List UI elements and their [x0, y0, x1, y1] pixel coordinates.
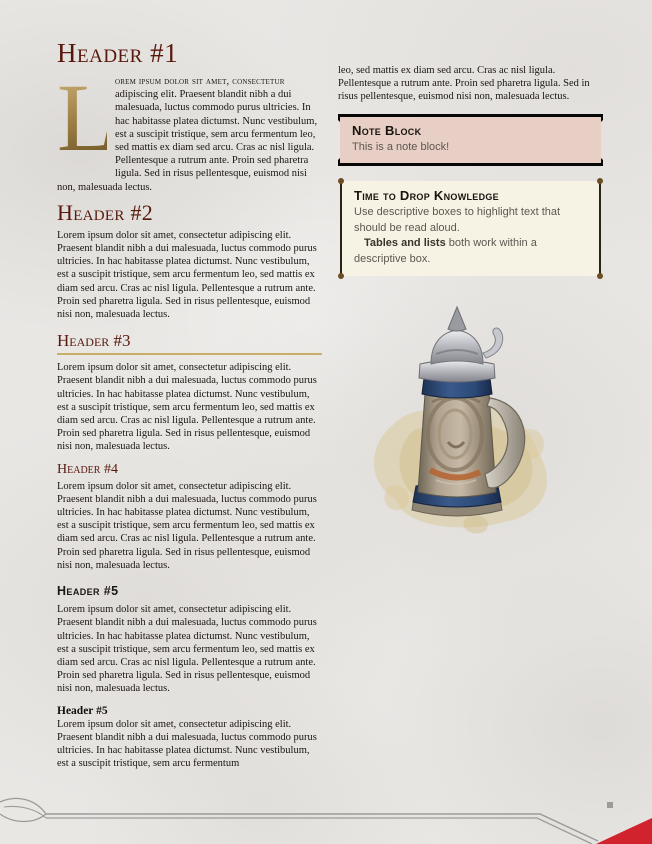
section-paragraph-truncated: Lorem ipsum dolor sit amet, consectetur adipiscing elit. Praesent blandit nibh a dui malesuada, luctus commodo purus ultricies. In hac habitasse platea dictumst. Nunc vestibulum, est a suscipit tristique, sem arcu fermentum — [57, 718, 317, 770]
left-column — [57, 38, 322, 782]
intro-body-text: adipiscing elit. Praesent blandit nibh a dui malesuada, luctus commodo purus ultricies. In hac habitasse platea dictumst. Nunc vestibulum, est a suscipit tristique, sem arcu fermentum leo, sed mattis ex diam sed arcu. Cras ac nisl ligula. Pellentesque a rutrum ante. Proin sed pharetra ligula. Sed in risus pellentesque, euismod nisi non, malesuada lectus. — [57, 89, 318, 193]
section-paragraph: Lorem ipsum dolor sit amet, consectetur adipiscing elit. Praesent blandit nibh a dui malesuada, luctus commodo purus ultricies. In hac habitasse platea dictumst. Nunc vestibulum, est a suscipit tristique, sem arcu fermentum leo, sed mattis ex diam sed arcu. Cras ac nisl ligula. Pellentesque a rutrum ante. Proin sed pharetra ligula. Sed in risus pellentesque, euismod nisi non, malesuada lectus. — [57, 229, 317, 321]
note-title: Note Block — [352, 122, 422, 138]
section-header-2: Header #2 — [57, 199, 154, 225]
section-paragraph: Lorem ipsum dolor sit amet, consectetur adipiscing elit. Praesent blandit nibh a dui malesuada, luctus commodo purus ultricies. In hac habitasse platea dictumst. Nunc vestibulum, est a suscipit tristique, sem arcu fermentum leo, sed mattis ex diam sed arcu. Cras ac nisl ligula. Pellentesque a rutrum ante. Proin sed pharetra ligula. Sed in risus pellentesque, euismod nisi non, malesuada lectus. — [57, 480, 317, 571]
intro-lead-smallcaps: orem ipsum dolor sit amet, consectetur — [115, 76, 285, 87]
two-column-layout — [57, 38, 603, 782]
desc-corner-dot — [597, 273, 603, 279]
desc-corner-dot — [338, 178, 344, 184]
note-body: This is a note block! — [352, 140, 450, 153]
descriptive-box-line1: Use descriptive boxes to highlight text that should be read aloud. — [354, 206, 561, 234]
footer-rule — [46, 802, 613, 844]
note-corner-wing — [601, 114, 603, 122]
note-corner-wing — [338, 158, 340, 166]
note-corner-wing — [338, 114, 340, 122]
descriptive-box-title: Time to Drop Knowledge — [354, 188, 499, 204]
section-header-4: Header #4 — [57, 461, 118, 477]
note-corner-wing — [601, 158, 603, 166]
page-footer-ornament — [0, 794, 652, 844]
dropcap-letter: L — [57, 64, 116, 171]
section-header-6: Header #5 — [57, 704, 108, 717]
note-block — [340, 114, 601, 167]
section-header-3: Header #3 — [57, 331, 322, 355]
beer-stein-icon — [352, 302, 582, 540]
footer-flourish-icon — [0, 798, 46, 821]
desc-corner-dot — [338, 273, 344, 279]
descriptive-box-bold-lead: Tables and lists — [364, 237, 446, 250]
descriptive-box-line2-rest: both work within a descriptive box. — [354, 237, 537, 265]
intro-paragraph — [57, 64, 322, 194]
page-title: Header #1 — [57, 38, 179, 68]
section-header-5: Header #5 — [57, 584, 119, 599]
desc-corner-dot — [597, 178, 603, 184]
beer-stein-illustration — [352, 302, 603, 545]
descriptive-box — [340, 181, 601, 276]
section-paragraph: Lorem ipsum dolor sit amet, consectetur adipiscing elit. Praesent blandit nibh a dui malesuada, luctus commodo purus ultricies. In hac habitasse platea dictumst. Nunc vestibulum, est a suscipit tristique, sem arcu fermentum leo, sed mattis ex diam sed arcu. Cras ac nisl ligula. Pellentesque a rutrum ante. Proin sed pharetra ligula. Sed in risus pellentesque, euismod nisi non, malesuada lectus. — [57, 362, 317, 453]
descriptive-box-line2 — [354, 236, 587, 267]
footer-red-triangle — [596, 818, 652, 844]
section-paragraph: Lorem ipsum dolor sit amet, consectetur adipiscing elit. Praesent blandit nibh a dui malesuada, luctus commodo purus ultricies. In hac habitasse platea dictumst. Nunc vestibulum, est a suscipit tristique, sem arcu fermentum leo, sed mattis ex diam sed arcu. Cras ac nisl ligula. Pellentesque a rutrum ante. Proin sed pharetra ligula. Sed in risus pellentesque, euismod nisi non, malesuada lectus. — [57, 604, 317, 695]
continuation-paragraph: leo, sed mattis ex diam sed arcu. Cras ac nisl ligula. Pellentesque a rutrum ante. Proin sed pharetra ligula. Sed in risus pellentesque, euismod nisi non, malesuada lectus. — [338, 65, 590, 103]
footer-square-dot — [607, 802, 613, 808]
right-column — [338, 38, 603, 782]
